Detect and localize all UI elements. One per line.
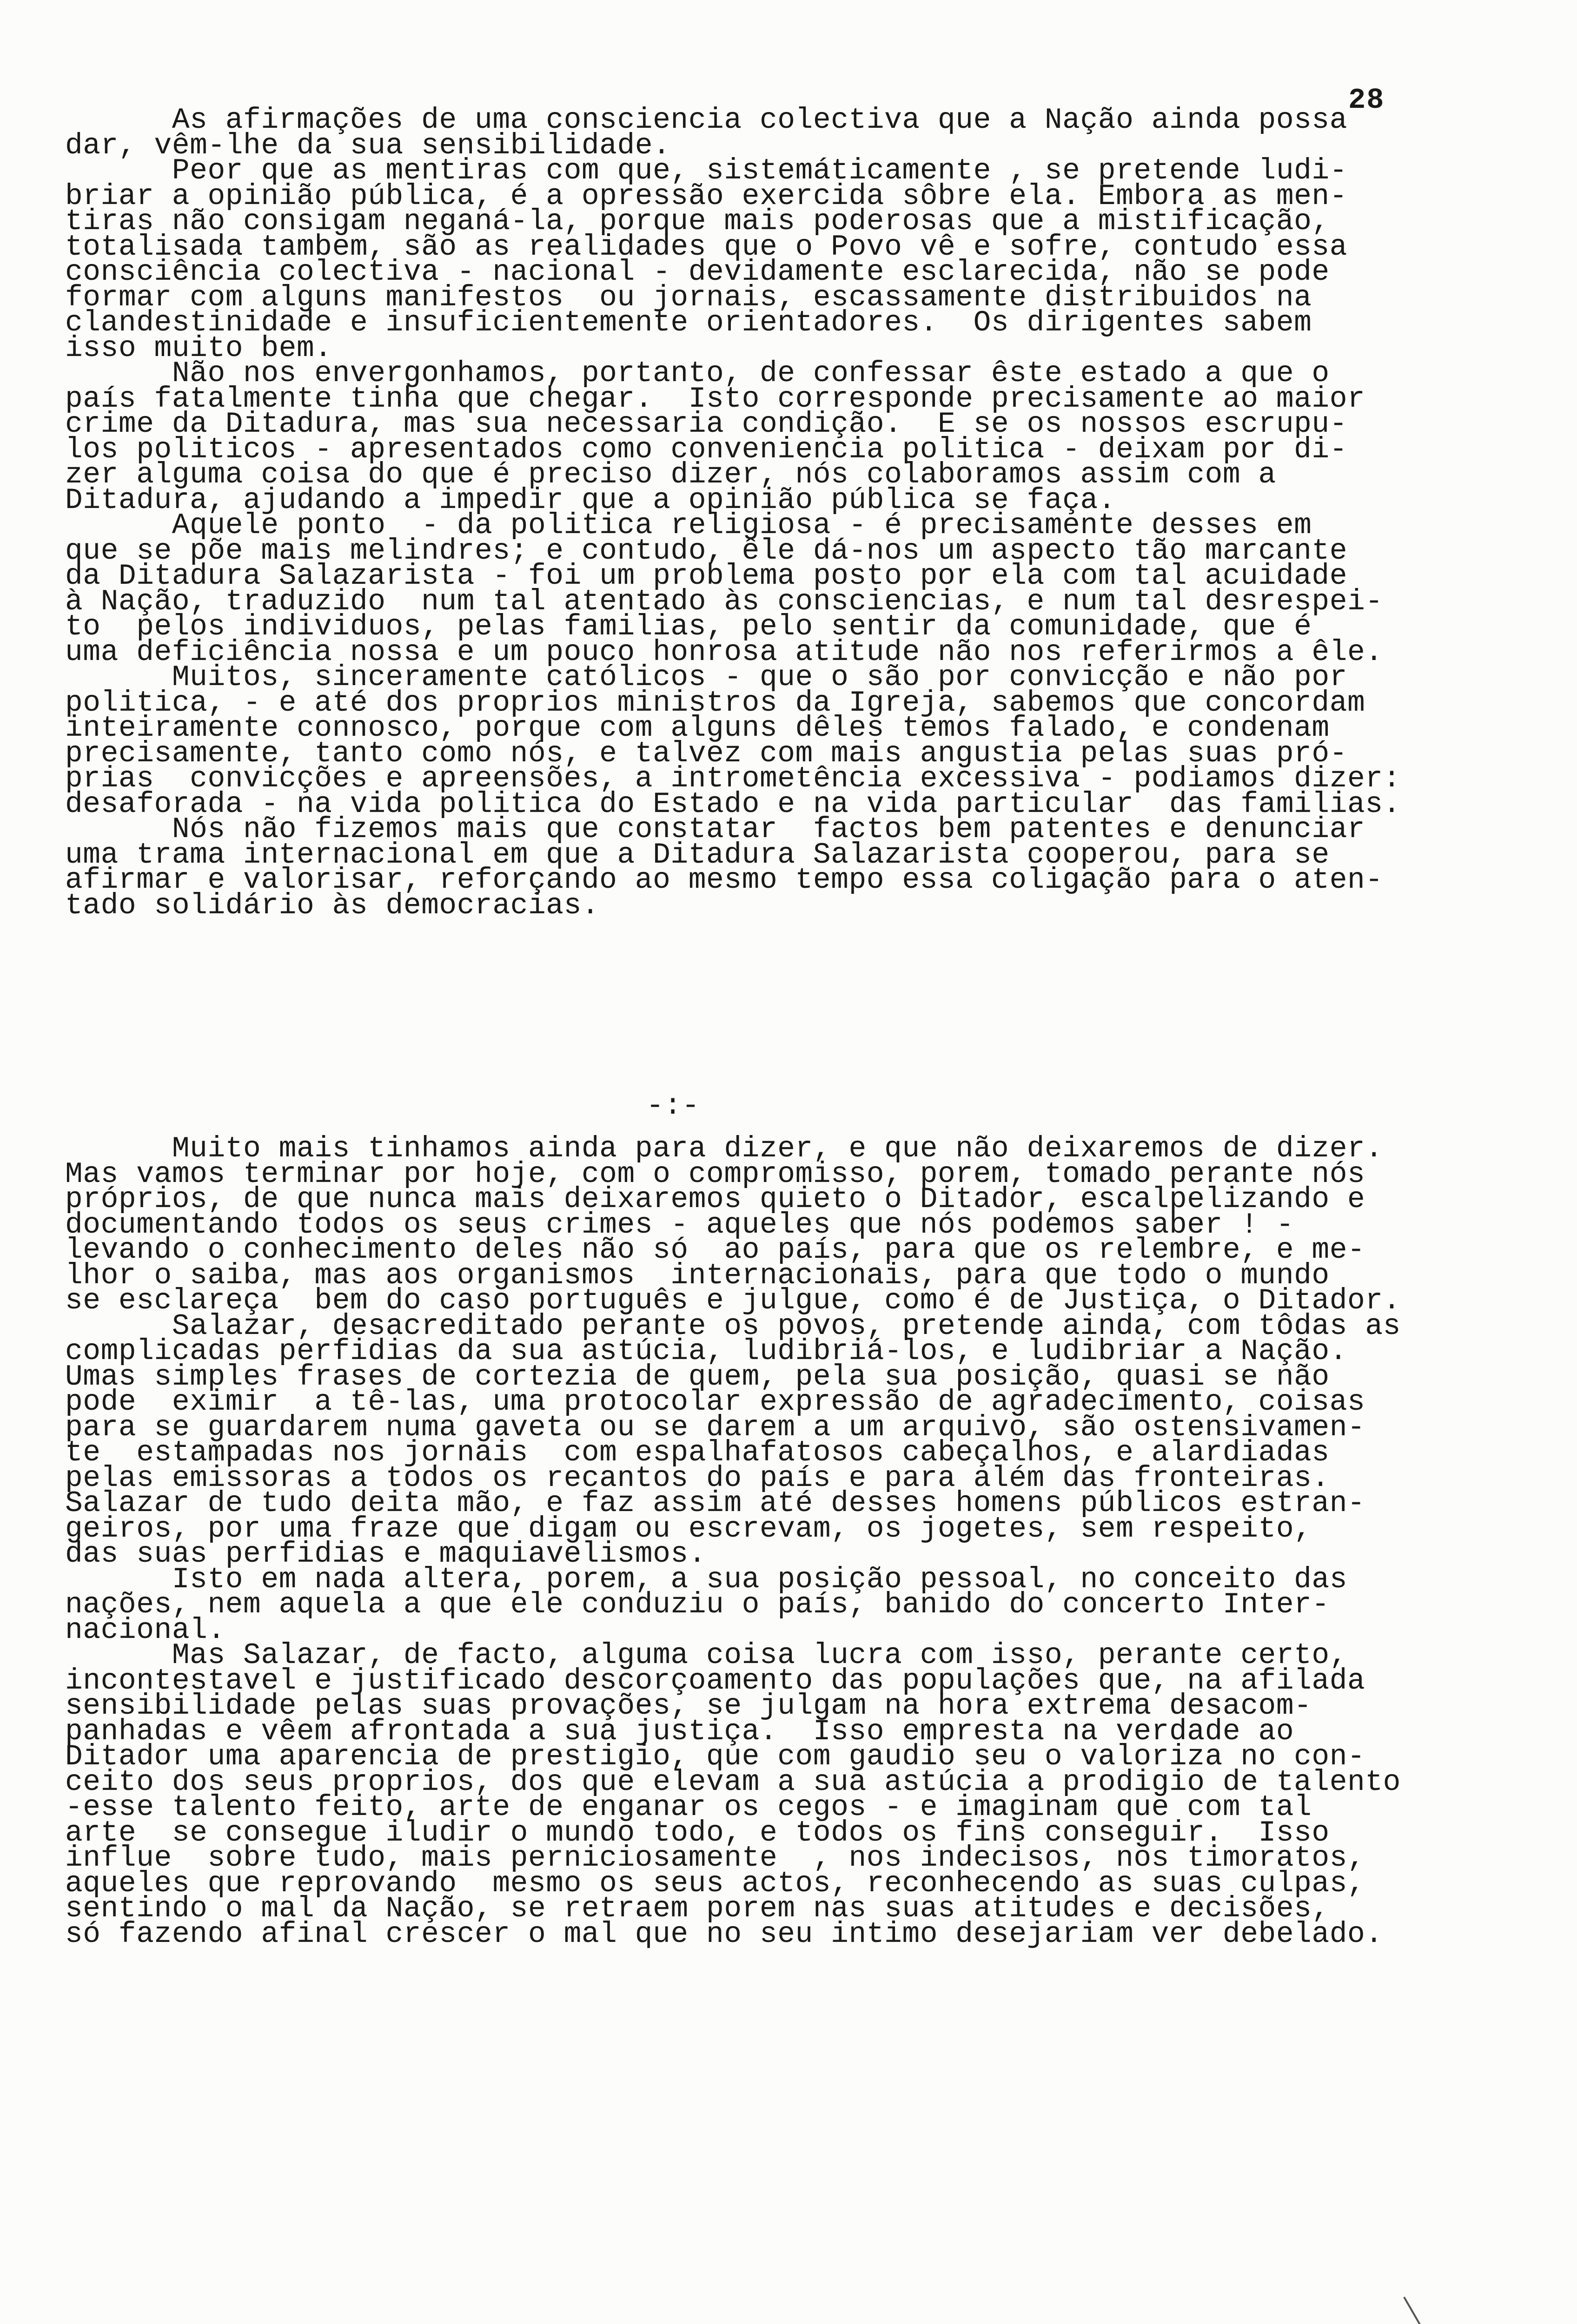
text-line: Não nos envergonhamos, portanto, de confessar êste estado a que o — [65, 357, 1330, 390]
text-line: lhor o saiba, mas aos organismos internacionais, para que todo o mundo — [65, 1259, 1330, 1292]
text-line: para se guardarem numa gaveta ou se darem a um arquivo, são ostensivamen- — [65, 1411, 1365, 1444]
text-line: briar a opinião pública, é a opressão exercida sôbre ela. Embora as men- — [65, 179, 1348, 213]
text-line: das suas perfidias e maquiavelismos. — [65, 1538, 707, 1571]
text-line: Mas Salazar, de facto, alguma coisa lucra com isso, perante certo, — [65, 1639, 1348, 1672]
text-line: consciência colectiva - nacional - devidamente esclarecida, não se pode — [65, 256, 1330, 289]
text-line: próprios, de que nunca mais deixaremos quieto o Ditador, escalpelizando e — [65, 1183, 1365, 1216]
text-line: só fazendo afinal crescer o mal que no seu intimo desejariam ver debelado. — [65, 1917, 1383, 1951]
text-line: los politicos - apresentados como conveniencia politica - deixam por di- — [65, 433, 1348, 466]
text-line: Aquele ponto - da politica religiosa - é precisamente desses em — [65, 509, 1312, 542]
text-line: to pelos individuos, pelas familias, pelo sentir da comunidade, que é — [65, 610, 1312, 643]
text-line: inteiramente connosco, porque com alguns dêles temos falado, e condenam — [65, 712, 1330, 745]
text-line: politica, - e até dos proprios ministros da Igreja, sabemos que concordam — [65, 686, 1365, 720]
text-line: uma trama internacional em que a Ditadura Salazarista cooperou, para se — [65, 838, 1330, 872]
text-line: precisamente, tanto como nós, e talvez com mais angustia pelas suas pró- — [65, 737, 1348, 770]
text-line: à Nação, traduzido num tal atentado às consciencias, e num tal desrespei- — [65, 585, 1383, 618]
text-section-1 — [65, 104, 1506, 922]
text-line: Peor que as mentiras com que, sistemáticamente , se pretende ludi- — [65, 154, 1348, 187]
text-line: documentando todos os seus crimes - aqueles que nós podemos saber ! - — [65, 1208, 1294, 1241]
text-line: crime da Ditadura, mas sua necessaria condição. E se os nossos escrupu- — [65, 408, 1348, 441]
text-line: se esclareça bem do caso português e julgue, como é de Justiça, o Ditador. — [65, 1284, 1401, 1317]
section-separator: -:- — [646, 1089, 700, 1122]
text-line: incontestavel e justificado descorçoamento das populações que, na afilada — [65, 1664, 1365, 1697]
text-line: arte se consegue iludir o mundo todo, e todos os fins conseguir. Isso — [65, 1816, 1330, 1849]
text-line: aqueles que reprovando mesmo os seus actos, reconhecendo as suas culpas, — [65, 1867, 1365, 1900]
text-line: Isto em nada altera, porem, a sua posição pessoal, no conceito das — [65, 1563, 1348, 1596]
text-line: formar com alguns manifestos ou jornais, escassamente distribuidos na — [65, 281, 1312, 314]
text-line: nações, nem aquela a que ele conduziu o país, banido do concerto Inter- — [65, 1588, 1330, 1621]
text-line: que se põe mais melindres; e contudo, êle dá-nos um aspecto tão marcante — [65, 534, 1348, 568]
text-line: te estampadas nos jornais com espalhafatosos cabeçalhos, e alardiadas — [65, 1436, 1330, 1469]
page-number: 28 — [1348, 84, 1385, 117]
text-line: Ditador uma aparencia de prestigio, que com gaudio seu o valoriza no con- — [65, 1740, 1365, 1773]
text-line: zer alguma coisa do que é preciso dizer, nós colaboramos assim com a — [65, 458, 1276, 491]
text-line: totalisada tambem, são as realidades que o Povo vê e sofre, contudo essa — [65, 230, 1348, 264]
text-line: isso muito bem. — [65, 331, 332, 365]
text-line: tado solidário às democracias. — [65, 889, 600, 922]
text-line: panhadas e vêem afrontada a sua justiça. Isso empresta na verdade ao — [65, 1715, 1294, 1748]
text-line: Ditadura, ajudando a impedir que a opinião pública se faça. — [65, 483, 1116, 517]
text-line: complicadas perfidias da sua astúcia, ludibriá-los, e ludibriar a Nação. — [65, 1335, 1348, 1368]
text-line: uma deficiência nossa e um pouco honrosa atitude não nos referirmos a êle. — [65, 635, 1383, 669]
text-line: Salazar, desacreditado perante os povos, pretende ainda, com tôdas as — [65, 1309, 1401, 1343]
text-line: desaforada - na vida politica do Estado e na vida particular das familias. — [65, 787, 1401, 821]
text-line: país fatalmente tinha que chegar. Isto corresponde precisamente ao maior — [65, 382, 1365, 416]
text-line: geiros, por uma fraze que digam ou escrevam, os jogetes, sem respeito, — [65, 1512, 1312, 1545]
text-line: Muitos, sinceramente católicos - que o são por convicção e não por — [65, 661, 1348, 694]
text-line: influe sobre tudo, mais perniciosamente , nos indecisos, nos timoratos, — [65, 1842, 1365, 1875]
text-line: sentindo o mal da Nação, se retraem porem nas suas atitudes e decisões, — [65, 1892, 1330, 1925]
text-line: Salazar de tudo deita mão, e faz assim até desses homens públicos estran- — [65, 1487, 1365, 1520]
text-line: nacional. — [65, 1613, 225, 1647]
text-line: sensibilidade pelas suas provações, se julgam na hora extrema desacom- — [65, 1690, 1312, 1723]
text-line: levando o conhecimento deles não só ao país, para que os relembre, e me- — [65, 1234, 1365, 1267]
text-line: -esse talento feito, arte de enganar os cegos - e imaginam que com tal — [65, 1791, 1312, 1824]
text-section-2 — [65, 1089, 1506, 1951]
text-line: Nós não fizemos mais que constatar factos bem patentes e denunciar — [65, 813, 1365, 846]
text-line: dar, vêm-lhe da sua sensibilidade. — [65, 129, 671, 162]
text-line: tiras não consigam neganá-la, porque mais poderosas que a mistificação, — [65, 205, 1330, 238]
text-line: pode eximir a tê-las, uma protocolar expressão de agradecimento, coisas — [65, 1386, 1365, 1419]
text-line: Muito mais tinhamos ainda para dizer, e que não deixaremos de dizer. — [65, 1132, 1383, 1165]
text-line: prias convicções e apreensões, a intrometência excessiva - podiamos dizer: — [65, 762, 1401, 795]
text-line: afirmar e valorisar, reforçando ao mesmo tempo essa coligação para o aten- — [65, 864, 1383, 897]
text-line: ceito dos seus proprios, dos que elevam a sua astúcia a prodigio de talento — [65, 1765, 1401, 1799]
text-line: Mas vamos terminar por hoje, com o compromisso, porem, tomado perante nós — [65, 1157, 1365, 1191]
text-line: pelas emissoras a todos os recantos do país e para além das fronteiras. — [65, 1461, 1330, 1495]
pen-mark — [1403, 2297, 1460, 2324]
text-line: As afirmações de uma consciencia colectiva que a Nação ainda possa — [65, 104, 1348, 137]
text-line: clandestinidade e insuficientemente orientadores. Os dirigentes sabem — [65, 306, 1312, 339]
text-line: Umas simples frases de cortezia de quem, pela sua posição, quasi se não — [65, 1360, 1330, 1393]
text-line: da Ditadura Salazarista - foi um problema posto por ela com tal acuidade — [65, 560, 1348, 593]
